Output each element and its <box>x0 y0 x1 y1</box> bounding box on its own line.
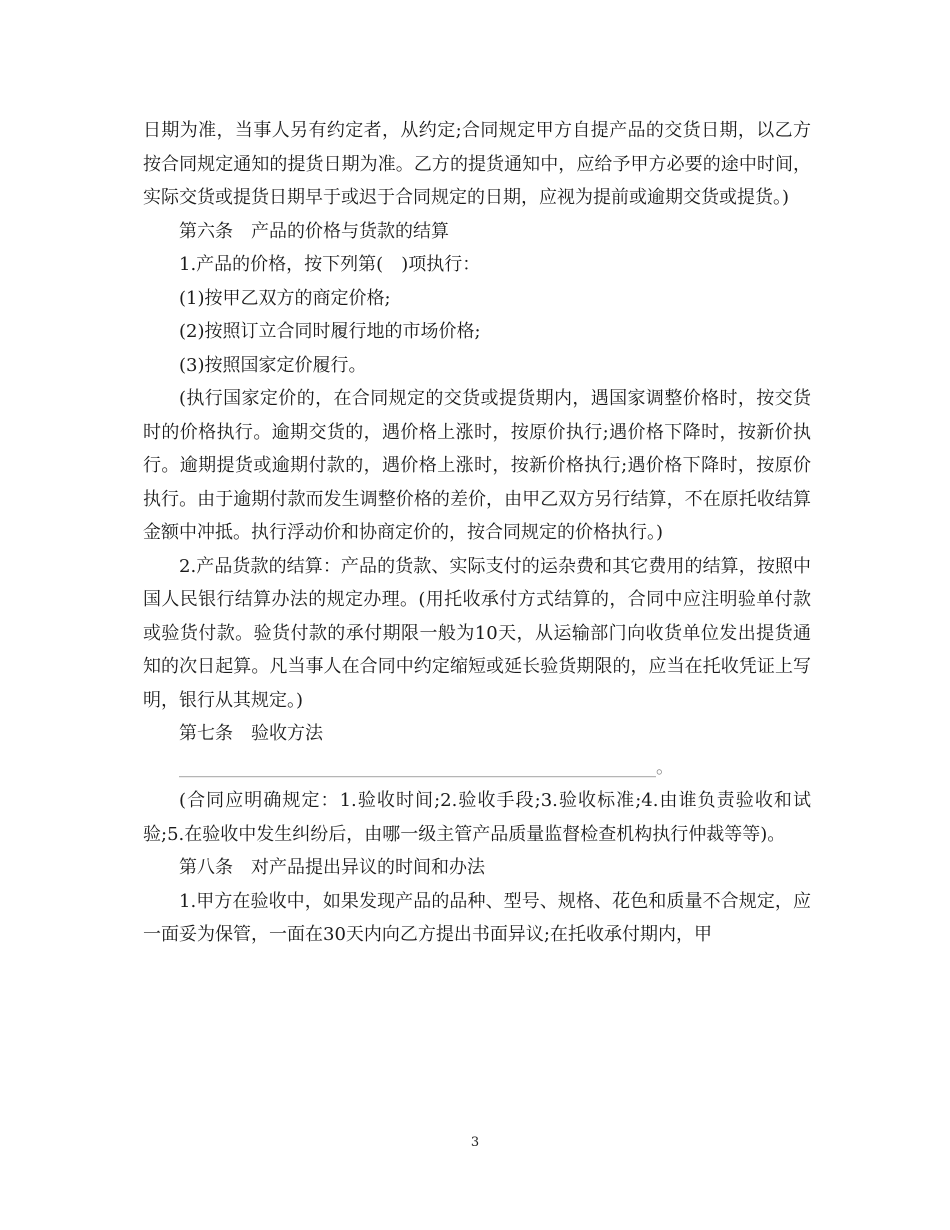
price-option-1: (1)按甲乙双方的商定价格; <box>179 287 391 309</box>
price-clause: 1.产品的价格，按下列第( )项执行： <box>179 254 481 275</box>
article-6-heading: 第六条 产品的价格与货款的结算 <box>179 220 449 242</box>
document-body <box>143 114 811 952</box>
article-8-heading: 第八条 对产品提出异议的时间和办法 <box>179 857 485 878</box>
fill-in-blank-line: _____________________________________________________。 <box>179 756 674 778</box>
paragraph-delivery-date: 日期为准，当事人另有约定者，从约定;合同规定甲方自提产品的交货日期，以乙方按合同规定通知的提货日期为准。乙方的提货通知中，应给予甲方必要的途中时间，实际交货或提货日期早于或迟于合同规定的日期，应视为提前或逾期交货或提货。) <box>143 120 811 208</box>
payment-settlement-clause: 2.产品货款的结算：产品的货款、实际支付的运杂费和其它费用的结算，按照中国人民银行结算办法的规定办理。(用托收承付方式结算的，合同中应注明验单付款或验货付款。验货付款的承付期限一般为10天，从运输部门向收货单位发出提货通知的次日起算。凡当事人在合同中约定缩短或延长验货期限的，应当在托收凭证上写明，银行从其规定。) <box>143 555 811 711</box>
price-option-3: (3)按照国家定价履行。 <box>179 354 367 376</box>
objection-clause: 1.甲方在验收中，如果发现产品的品种、型号、规格、花色和质量不合规定，应一面妥为保管，一面在30天内向乙方提出书面异议;在托收承付期内，甲 <box>143 890 811 945</box>
page-number: 3 <box>470 1135 480 1150</box>
acceptance-note: (合同应明确规定：1.验收时间;2.验收手段;3.验收标准;4.由谁负责验收和试验;5.在验收中发生纠纷后，由哪一级主管产品质量监督检查机构执行仲裁等等)。 <box>143 790 811 845</box>
article-7-heading: 第七条 验收方法 <box>179 723 323 744</box>
price-option-2: (2)按照订立合同时履行地的市场价格; <box>179 321 481 342</box>
state-pricing-note: (执行国家定价的，在合同规定的交货或提货期内，遇国家调整价格时，按交货时的价格执行。逾期交货的，遇价格上涨时，按原价执行;遇价格下降时，按新价执行。逾期提货或逾期付款的，遇价格上涨时，按新价格执行;遇价格下降时，按原价执行。由于逾期付款而发生调整价格的差价，由甲乙双方另行结算，不在原托收结算金额中冲抵。执行浮动价和协商定价的，按合同规定的价格执行。) <box>143 388 811 543</box>
